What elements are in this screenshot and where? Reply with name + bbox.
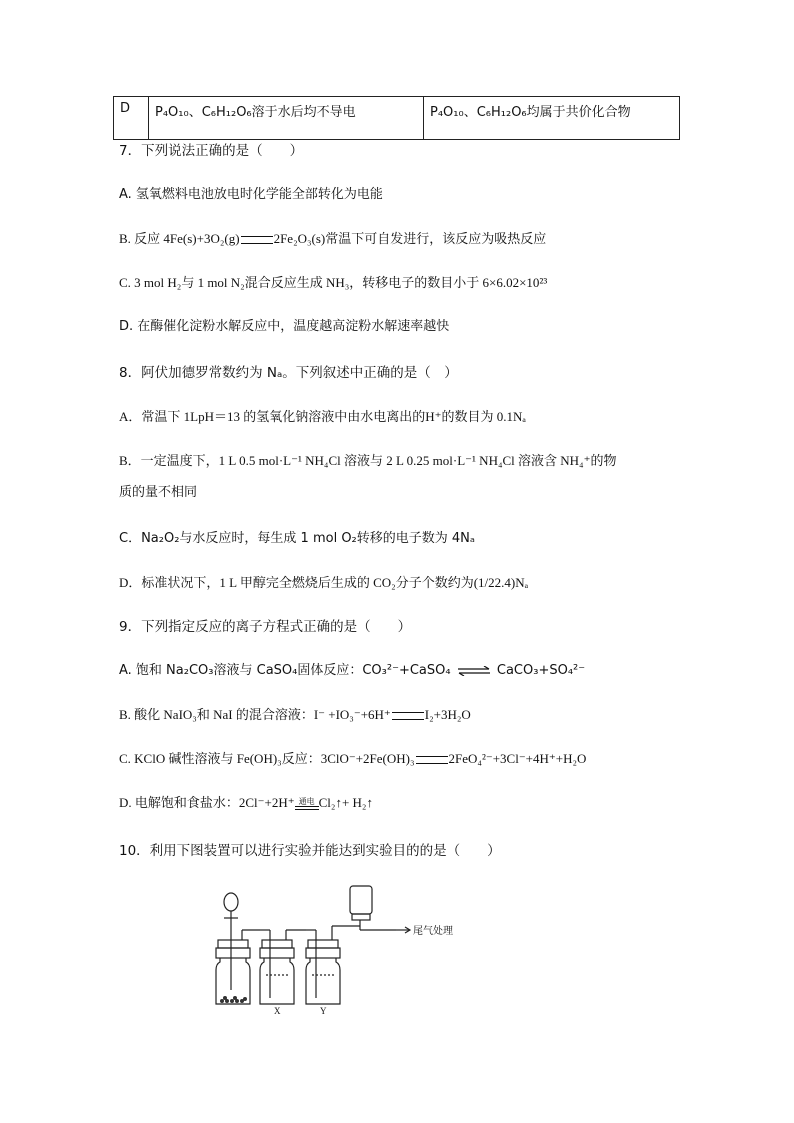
q9-option-d	[119, 794, 373, 812]
table-row	[114, 97, 680, 140]
condition-label: 通电	[298, 797, 315, 807]
q7-b-right: 2Fe₂O₃(s)常温下可自发进行，该反应为吸热反应	[273, 231, 547, 246]
label-x: X	[274, 1006, 281, 1015]
q7-stem: 7．下列说法正确的是（ ）	[119, 143, 304, 159]
q9-stem: 9．下列指定反应的离子方程式正确的是（ ）	[119, 619, 412, 635]
label-y: Y	[320, 1006, 327, 1015]
q9-a-left: A. 饱和 Na₂CO₃溶液与 CaSO₄固体反应：CO₃²⁻+CaSO₄	[119, 663, 451, 678]
equal-sign-icon	[295, 806, 319, 810]
q8-option-c: C．Na₂O₂与水反应时，每生成 1 mol O₂转移的电子数为 4Nₐ	[119, 531, 475, 546]
q7-b-left: B. 反应 4Fe(s)+3O₂(g)	[119, 231, 240, 246]
q8-option-b-line1: B．一定温度下，1 L 0.5 mol·L⁻¹ NH₄Cl 溶液与 2 L 0.25 mol·L⁻¹ NH₄Cl 溶液含 NH₄⁺的物	[119, 453, 617, 468]
q8-stem: 8．阿伏加德罗常数约为 Nₐ。下列叙述中正确的是（ ）	[119, 365, 458, 381]
q9-d-left: D. 电解饱和食盐水：2Cl⁻+2H⁺	[119, 795, 295, 810]
q10-stem: 10．利用下图装置可以进行实验并能达到实验目的的是（ ）	[119, 843, 501, 859]
wash-bottle-y-icon	[306, 958, 340, 1004]
q9-b-left: B. 酸化 NaIO₃和 NaI 的混合溶液：I⁻ +IO₃⁻+6H⁺	[119, 707, 391, 722]
wash-bottle-x-icon	[260, 958, 294, 1004]
q7-option-c: C. 3 mol H₂与 1 mol N₂混合反应生成 NH₃，转移电子的数目小于 6×6.02×10²³	[119, 275, 548, 290]
q9-c-left: C. KClO 碱性溶液与 Fe(OH)₃反应：3ClO⁻+2Fe(OH)₃	[119, 751, 415, 766]
row-col2: P₄O₁₀、C₆H₁₂O₆均属于共价化合物	[424, 97, 680, 140]
equal-sign-icon	[392, 712, 424, 720]
q9-c-right: 2FeO₄²⁻+3Cl⁻+4H⁺+H₂O	[448, 751, 587, 766]
funnel-icon	[224, 893, 238, 911]
q8-option-b-line2: 质的量不相同	[119, 485, 198, 500]
row-col1: P₄O₁₀、C₆H₁₂O₆溶于水后均不导电	[149, 97, 424, 140]
q8-option-a: A．常温下 1LpH＝13 的氢氧化钠溶液中由水电离出的H⁺的数目为 0.1Nₐ	[119, 409, 526, 424]
solid-reagent	[220, 996, 247, 1003]
q7-option-b	[119, 230, 546, 248]
q9-d-right: Cl₂↑+ H₂↑	[318, 795, 373, 810]
q9-option-b	[119, 706, 471, 724]
q7-option-a: A. 氢氧燃料电池放电时化学能全部转化为电能	[119, 187, 383, 202]
row-label: D	[114, 97, 149, 140]
q9-option-a	[119, 662, 585, 680]
reversible-arrow-icon	[457, 666, 491, 676]
q8-option-d: D．标准状况下，1 L 甲醇完全燃烧后生成的 CO₂分子个数约为(1/22.4)Nₐ	[119, 575, 529, 590]
equal-sign-icon	[416, 756, 448, 764]
electrolysis-condition	[295, 798, 319, 810]
gas-jar-icon	[350, 886, 372, 914]
equal-sign-icon	[241, 236, 273, 244]
q9-option-c	[119, 750, 586, 768]
q9-b-right: I₂+3H₂O	[424, 707, 471, 722]
apparatus-diagram	[200, 880, 500, 1015]
q9-a-right: CaCO₃+SO₄²⁻	[496, 663, 586, 678]
q7-option-d: D. 在酶催化淀粉水解反应中，温度越高淀粉水解速率越快	[119, 319, 450, 334]
answer-table	[113, 96, 680, 140]
tail-gas-label: 尾气处理	[413, 926, 453, 937]
